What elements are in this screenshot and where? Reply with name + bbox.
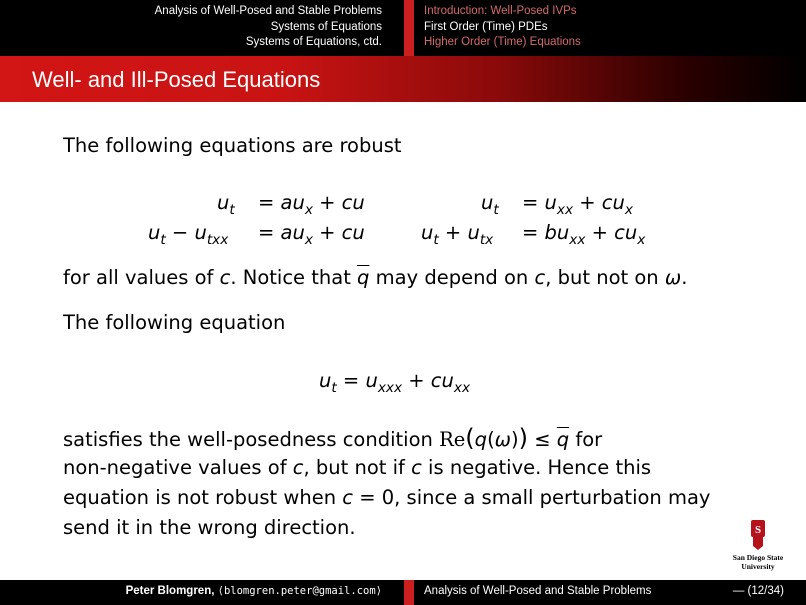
page-number: — (12/34) [732,585,784,597]
nav-subsection-link[interactable]: Introduction: Well-Posed IVPs [424,5,577,17]
frame-title: Well- and Ill-Posed Equations [32,67,321,92]
paragraph-line-1: satisfies the well-posedness condition $Re(q(\omega)) \le \overline{q}$ for [63,424,603,452]
footer-title: Analysis of Well-Posed and Stable Problems — (12/34) [424,585,784,597]
section-navigation [155,4,382,51]
equation-lhs: $u_t$ [217,191,235,218]
equation-rhs: = $au_x$ + cu [258,191,365,218]
nav-section-link[interactable]: Analysis of Well-Posed and Stable Problems [154,5,382,17]
equation-lhs: $u_t + u_{tx}$ [421,221,494,248]
nav-section-link[interactable]: Systems of Equations, ctd. [245,36,382,48]
paragraph-line-2: non-negative values of c, but not if c is negative. Hence this [63,456,652,479]
equation-lhs: $u_t - u_{txx}$ [148,221,229,248]
frame-title-bar [0,56,806,102]
intro-text: The following equations are robust [63,134,402,157]
nav-subsection-link[interactable]: Higher Order (Time) Equations [424,36,581,48]
author-email: ⟨blomgren.peter@gmail.com⟩ [217,585,382,597]
top-navigation-bar [0,0,806,56]
paragraph-line-4: send it in the wrong direction. [63,516,356,539]
nav-divider [404,0,414,56]
equation-rhs: = $au_x$ + cu [258,221,365,248]
subsection-navigation [424,4,581,51]
sdsu-logo [720,518,796,574]
display-equation: $u_t = u_{xxx} + cu_{xx}$ [319,369,471,396]
equation-lhs: $u_t$ [481,191,499,218]
paragraph-for-all-values: for all values of c. Notice that $\overline{q}$ may depend on c, but not on ω. [63,266,688,289]
following-equation-text: The following equation [63,311,286,334]
nav-section-link[interactable]: Systems of Equations [270,20,382,33]
paragraph-line-3: equation is not robust when c = 0, since a small perturbation may [63,486,711,509]
footer-author: Peter Blomgren, ⟨blomgren.peter@gmail.com⟩ [125,585,382,597]
equation-rhs: = $bu_{xx} + cu_x$ [522,221,646,248]
equation-rhs: = $u_{xx} + cu_x$ [522,191,633,218]
svg-text:San Diego State: San Diego State [732,553,784,562]
nav-subsection-link-active[interactable]: First Order (Time) PDEs [424,20,548,33]
svg-text:University: University [741,562,775,571]
real-part-operator: Re [439,428,466,451]
svg-text:S: S [754,524,762,536]
footer-divider [404,580,414,605]
